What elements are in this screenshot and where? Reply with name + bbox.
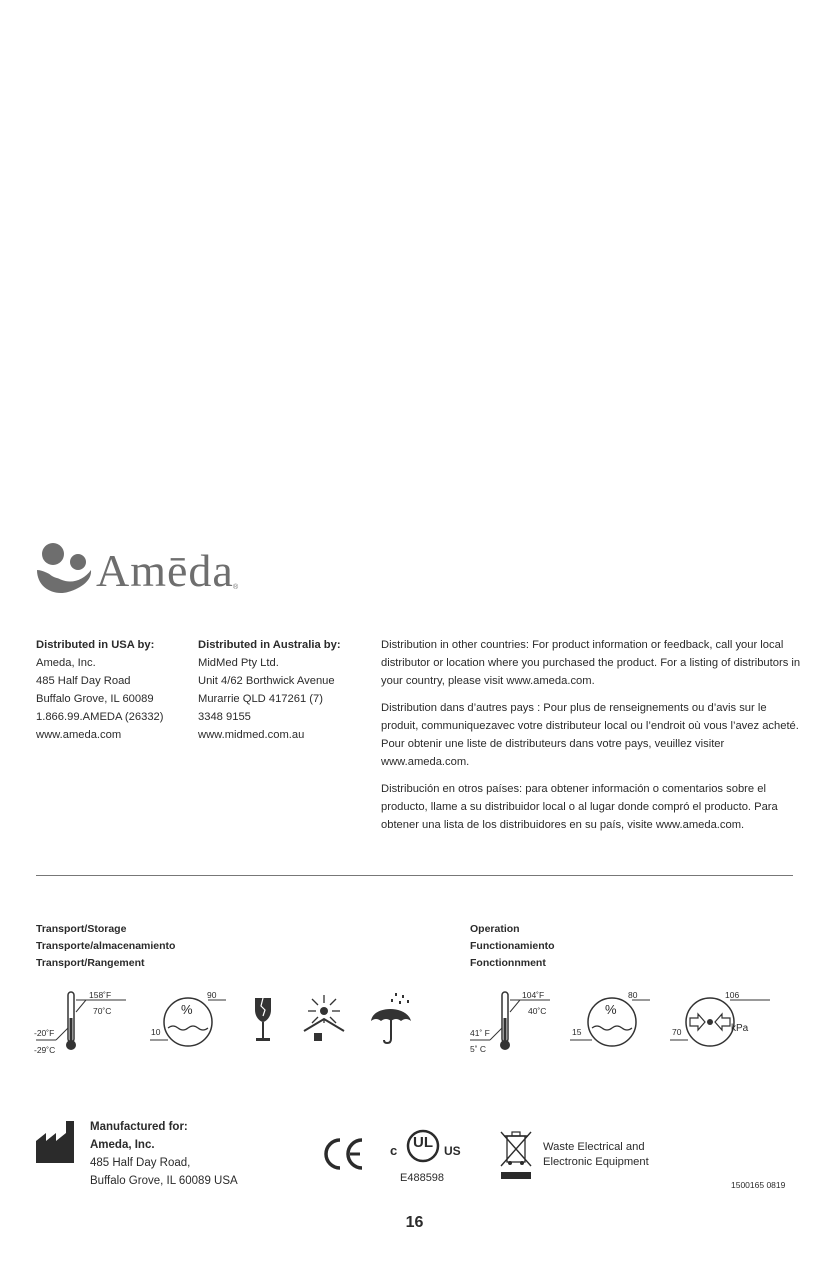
operation-humidity-symbol: %	[605, 1002, 617, 1017]
transport-humidity-low: 10	[151, 1027, 161, 1037]
transport-humidity-high: 90	[207, 990, 217, 1000]
operation-humidity-high: 80	[628, 990, 638, 1000]
pressure-unit: kPa	[731, 1023, 749, 1034]
registered-mark: ®	[233, 584, 239, 591]
keep-away-from-sunlight-icon	[298, 993, 348, 1045]
manufacturer-line: 485 Half Day Road,	[90, 1157, 191, 1169]
ul-us-label: US	[444, 1144, 461, 1158]
distribution-usa-link[interactable]: www.ameda.com	[36, 729, 122, 741]
operation-temp-low-c: 5˚ C	[470, 1044, 487, 1054]
transport-title: Transport/Rangement	[36, 957, 145, 969]
distribution-other	[381, 636, 801, 843]
distribution-usa-heading: Distributed in USA by:	[36, 639, 155, 651]
weee-crossed-bin-icon	[499, 1130, 533, 1180]
transport-humidity-symbol: %	[181, 1002, 193, 1017]
weee-label	[543, 1140, 649, 1170]
distribution-australia	[198, 636, 341, 744]
section-divider	[36, 875, 793, 876]
distribution-australia-line: MidMed Pty Ltd.	[198, 657, 279, 669]
keep-dry-umbrella-icon	[369, 991, 413, 1045]
ce-mark-icon	[322, 1137, 366, 1171]
manufacturer-block	[90, 1118, 238, 1190]
distribution-usa	[36, 636, 164, 744]
operation-temp-low-f: 41˚ F	[470, 1028, 490, 1038]
distribution-other-french: Distribution dans d’autres pays : Pour plus de renseignements ou d’avis sur le produit, communiquezavec votre distributeur local ou l’endroit où vous l’avez acheté. Pour obtenir une liste de distributeurs dans votre pays, veuillez visiter www.ameda.com.	[381, 702, 799, 768]
manufacturer-factory-icon	[36, 1121, 76, 1163]
weee-line: Waste Electrical and	[543, 1141, 645, 1153]
brand-wordmark: Amēda	[96, 545, 234, 596]
transport-temp-high-f: 158˚F	[89, 990, 112, 1000]
manufacturer-heading: Manufactured for:	[90, 1121, 188, 1133]
operation-temp-high-f: 104˚F	[522, 990, 545, 1000]
transport-temp-low-f: -20˚F	[34, 1028, 55, 1038]
operation-title: Functionamiento	[470, 940, 555, 952]
page-number: 16	[405, 1214, 424, 1231]
distribution-australia-line: Murarrie QLD 417261 (7)	[198, 693, 323, 705]
distribution-usa-line: Buffalo Grove, IL 60089	[36, 693, 154, 705]
mother-baby-logo-icon	[34, 540, 94, 595]
transport-temp-high-c: 70˚C	[93, 1006, 112, 1016]
weee-line: Electronic Equipment	[543, 1156, 649, 1168]
document-code: 1500165 0819	[731, 1180, 786, 1190]
pressure-low: 70	[672, 1027, 682, 1037]
operation-title: Operation	[470, 923, 520, 935]
distribution-usa-line: Ameda, Inc.	[36, 657, 96, 669]
ul-c-label: c	[390, 1143, 398, 1158]
transport-title: Transport/Storage	[36, 923, 127, 935]
distribution-australia-link[interactable]: www.midmed.com.au	[198, 729, 305, 741]
distribution-usa-line: 485 Half Day Road	[36, 675, 131, 687]
operation-humidity-low: 15	[572, 1027, 582, 1037]
distribution-other-english: Distribution in other countries: For product information or feedback, call your local distributor or location where you purchased the product. For a listing of distributors in your country, please visit www.ameda.com.	[381, 639, 801, 687]
atmospheric-pressure-icon	[670, 996, 770, 1048]
transport-temp-low-c: -29˚C	[34, 1045, 56, 1055]
distribution-australia-heading: Distributed in Australia by:	[198, 639, 341, 651]
operation-temp-high-c: 40˚C	[528, 1006, 547, 1016]
distribution-usa-line: 1.866.99.AMEDA (26332)	[36, 711, 164, 723]
operation-title: Fonctionnment	[470, 957, 546, 969]
pressure-high: 106	[725, 990, 740, 1000]
certification-number: E488598	[400, 1172, 445, 1184]
distribution-australia-line: Unit 4/62 Borthwick Avenue	[198, 675, 335, 687]
transport-title: Transporte/almacenamiento	[36, 940, 176, 952]
transport-titles	[36, 921, 175, 972]
distribution-australia-line: 3348 9155	[198, 711, 251, 723]
fragile-glass-icon	[253, 996, 273, 1044]
manufacturer-name: Ameda, Inc.	[90, 1139, 155, 1151]
ul-mark-label: UL	[413, 1134, 433, 1151]
operation-titles	[470, 921, 555, 972]
distribution-other-spanish: Distribución en otros países: para obtener información o comentarios sobre el producto, llame a su distribuidor local o al lugar donde compró el producto. Para obtener una lista de los distribuidores en su país, visite www.ameda.com.	[381, 783, 778, 831]
manufacturer-line: Buffalo Grove, IL 60089 USA	[90, 1175, 238, 1187]
